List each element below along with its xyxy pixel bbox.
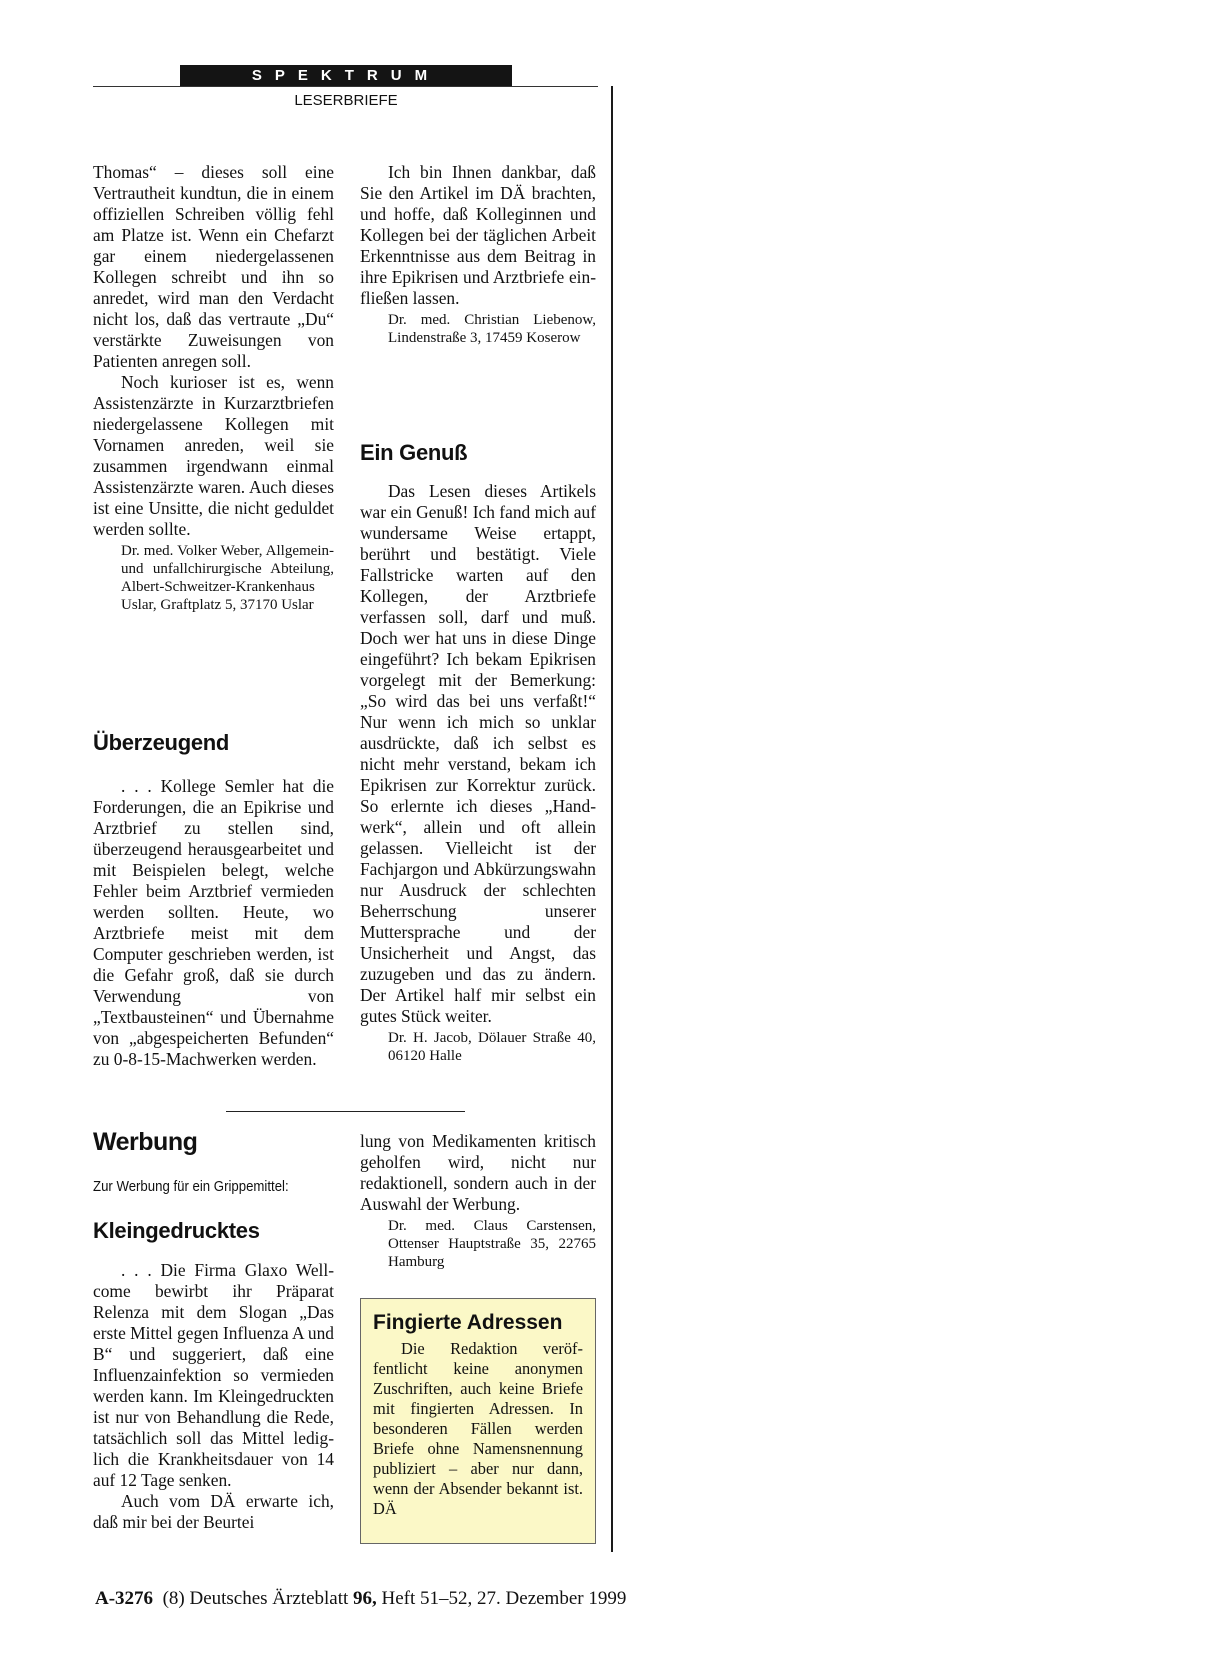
letter-paragraph: Ich bin Ihnen dankbar, daß Sie den Artikel im DÄ brachten, und hoffe, daß Kolleginnen und Kollegen bei der täglichen Arbeit Erkenntnisse aus dem Beitrag in ihre Epikrisen und Arztbriefe einfließen lassen. [360, 162, 596, 308]
issue-date: Heft 51–52, 27. Dezember 1999 [381, 1588, 627, 1609]
letter-paragraph: Thomas“ – dieses soll eine Vertrautheit kundtun, die in einem offiziellen Schreiben völlig fehl am Platze ist. Wenn ein Chefarzt gar einem niedergelassenen Kollegen schreibt und ihn so anredet, wird man den Verdacht nicht los, daß das vertraute „Du“ verstärkte Zuweisungen von Patienten anregen soll. [93, 162, 334, 371]
page-footer [95, 1588, 626, 1610]
volume-number: 96, [353, 1588, 377, 1609]
letter-heading: Ein Genuß [360, 440, 468, 465]
column-rule [611, 86, 613, 1552]
letter-continuation [360, 1131, 596, 1271]
letter-signature: Dr. H. Jacob, Dölauer Straße 40, 06120 Halle [388, 1030, 596, 1064]
notice-text: Die Redaktion veröffentlicht keine anonymen Zuschriften, auch keine Briefe mit fingierten Adressen. In besonderen Fällen werden Briefe ohne Namensnennung publiziert – aber nur dann, wenn der Absender bekannt ist. DÄ [373, 1339, 583, 1518]
letter-heading: Überzeugend [93, 730, 230, 755]
letter-column-right [360, 162, 596, 347]
letter-signature: Dr. med. Volker Weber, Allgemein- und unfallchirurgische Abteilung, Albert-Schweitzer-Krankenhaus Uslar, Graftplatz 5, 37170 Uslar [121, 543, 334, 613]
letter-signature: Dr. med. Christian Liebenow, Lindenstraße 3, 17459 Koserow [388, 312, 596, 346]
letter-kicker: Zur Werbung für ein Grippemittel: [93, 1178, 289, 1195]
letter-signature: Dr. med. Claus Carstensen, Ottenser Hauptstraße 35, 22765 Hamburg [388, 1218, 596, 1270]
notice-title: Fingierte Adressen [373, 1311, 563, 1334]
subsection-label: LESERBRIEFE [294, 92, 398, 109]
letter-paragraph: Auch vom DÄ erwarte ich, daß mir bei der Beurtei [93, 1491, 334, 1532]
section-separator [226, 1111, 465, 1112]
journal-name: (8) Deutsches Ärzteblatt [162, 1588, 349, 1609]
page-code: A-3276 [95, 1588, 154, 1609]
section-banner: SPEKTRUM [180, 65, 512, 87]
letter-body [93, 1260, 334, 1533]
letter-heading: Kleingedrucktes [93, 1218, 260, 1243]
header-rule [93, 86, 598, 87]
notice-box [360, 1298, 596, 1544]
letter-body [93, 776, 334, 1070]
letter-paragraph: Das Lesen dieses Artikels war ein Genuß! Ich fand mich auf wundersame Weise ertappt, berührt und bestätigt. Viele Fallstricke warten auf den Kollegen, der Arztbriefe verfassen soll, darf und muß. Doch wer hat uns in diese Dinge eingeführt? Ich bekam Epikrisen vorgelegt mit der Bemerkung: „So wird das bei uns verfaßt!“ Nur wenn ich mich so unklar ausdrückte, daß ich selbst es nicht mehr verstand, bekam ich Epikrisen zur Korrektur zurück. So erlernte ich dieses „Handwerk“, allein und oft allein gelassen. Vielleicht ist der Fachjargon und Abkürzungswahn nur Ausdruck der schlechten Beherrschung unserer Muttersprache und der Unsicherheit und Angst, das zuzugeben und das zu ändern. Der Artikel half mir selbst ein gutes Stück weiter. [360, 481, 596, 1026]
letter-paragraph: . . . Kollege Semler hat die Forderungen, die an Epikrise und Arztbrief zu stellen sind, überzeugend herausgearbeitet und mit Beispielen belegt, welche Fehler beim Arztbrief vermieden werden sollten. Heute, wo Arztbriefe meist mit dem Computer geschrieben werden, ist die Gefahr groß, daß sie durch Verwendung von „Textbausteinen“ und Übernahme von „abgespeicherten Befunden“ zu 0-8-15-Machwerken werden. [93, 776, 334, 1069]
letter-body [360, 481, 596, 1065]
letter-column-left [93, 162, 334, 614]
letter-paragraph: Noch kurioser ist es, wenn Assistenzärzte in Kurzarztbriefen niedergelassene Kollegen mit Vornamen anreden, weil sie zusammen irgendwann einmal Assistenzärzte waren. Auch dieses ist eine Unsitte, die nicht geduldet werden sollte. [93, 372, 334, 539]
letter-paragraph: lung von Medikamenten kritisch geholfen wird, nicht nur redaktionell, sondern auch in der Auswahl der Werbung. [360, 1131, 596, 1214]
letter-paragraph: . . . Die Firma Glaxo Wellcome bewirbt ihr Präparat Relenza mit dem Slogan „Das erste Mittel gegen Influenza A und B“ und suggeriert, daß eine Influenzainfektion so vermieden werden kann. Im Kleingedruckten ist nur von Behandlung die Rede, tatsächlich soll das Mittel lediglich die Krankheitsdauer von 14 auf 12 Tage senken. [93, 1260, 334, 1490]
section-title: Werbung [93, 1128, 198, 1156]
